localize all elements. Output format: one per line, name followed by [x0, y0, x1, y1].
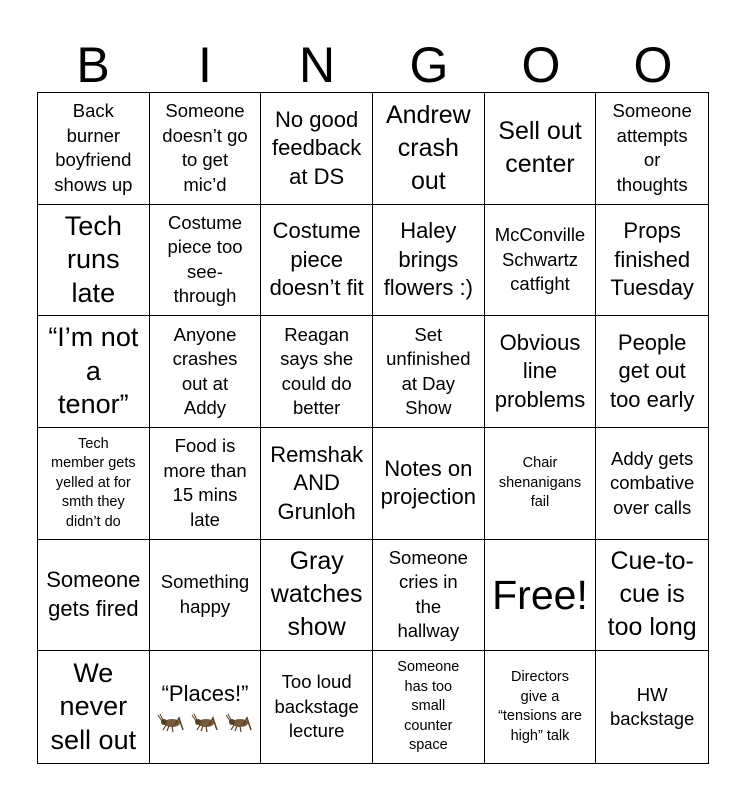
cell-text: McConville Schwartz catfight — [494, 224, 586, 295]
bingo-cell[interactable] — [150, 93, 262, 205]
bingo-cell[interactable] — [261, 205, 373, 317]
cricket-icon — [157, 712, 185, 734]
cell-text: People get out too early — [609, 329, 695, 412]
cell-text: Food is more than 15 mins late — [163, 435, 247, 530]
bingo-cell[interactable] — [485, 93, 597, 205]
bingo-cell[interactable] — [373, 428, 485, 540]
bingo-cell[interactable] — [596, 428, 708, 540]
bingo-cell[interactable] — [38, 540, 150, 652]
header-letter: G — [409, 37, 449, 93]
cell-text: Set unfinished at Day Show — [386, 323, 471, 419]
cell-text: Gray watches show — [270, 547, 363, 642]
bingo-cell[interactable] — [261, 540, 373, 652]
bingo-cell[interactable] — [150, 428, 262, 540]
bingo-cell[interactable] — [485, 428, 597, 540]
cell-text: Tech member gets yelled at for smth they didn’t do — [51, 435, 136, 530]
cell-text: Andrew crash out — [385, 100, 471, 195]
cell-text: Remshak AND Grunloh — [270, 441, 364, 524]
free-space[interactable] — [485, 540, 597, 652]
cell-text: “Places!” — [161, 680, 249, 706]
cell-text: Someone doesn’t go to get mic’d — [162, 100, 248, 195]
cell-text: No good feedback at DS — [272, 106, 362, 189]
cell-text: Sell out center — [498, 117, 582, 179]
cell-text: Obvious line problems — [494, 329, 586, 412]
cell-text: Costume piece too see- through — [167, 211, 243, 307]
cell-text: Costume piece doesn’t fit — [269, 218, 364, 301]
header-letter: I — [198, 37, 212, 93]
bingo-cell[interactable] — [373, 316, 485, 428]
bingo-cell[interactable] — [485, 651, 597, 763]
cell-text: HW backstage — [609, 683, 695, 730]
cell-text: Chair shenanigans fail — [498, 455, 582, 511]
bingo-cell[interactable] — [38, 428, 150, 540]
bingo-cell[interactable] — [596, 651, 708, 763]
bingo-cell[interactable] — [373, 540, 485, 652]
bingo-cell[interactable] — [38, 205, 150, 317]
bingo-cell[interactable] — [596, 205, 708, 317]
cell-text: Someone has too small counter space — [397, 659, 460, 754]
bingo-header — [37, 36, 709, 94]
cell-text: “I’m not a tenor” — [48, 322, 139, 420]
cell-text: We never sell out — [50, 657, 137, 755]
bingo-cell[interactable] — [485, 316, 597, 428]
bingo-cell[interactable] — [150, 540, 262, 652]
bingo-cell[interactable] — [261, 651, 373, 763]
bingo-cell[interactable] — [261, 428, 373, 540]
header-letter: N — [298, 37, 336, 93]
bingo-cell-places[interactable] — [150, 651, 262, 763]
cell-text: Back burner boyfriend shows up — [54, 100, 133, 195]
cell-text: Anyone crashes out at Addy — [172, 323, 238, 419]
bingo-cell[interactable] — [38, 93, 150, 205]
cell-text: Props finished Tuesday — [610, 218, 694, 301]
bingo-cell[interactable] — [373, 93, 485, 205]
cricket-icons — [157, 712, 253, 734]
bingo-cell[interactable] — [596, 540, 708, 652]
bingo-cell[interactable] — [150, 316, 262, 428]
cell-text: Someone attempts or thoughts — [612, 100, 692, 195]
cell-text: Someone gets fired — [46, 567, 141, 621]
cricket-icon — [191, 712, 219, 734]
bingo-cell[interactable] — [485, 205, 597, 317]
header-letter: O — [633, 37, 673, 93]
cell-text: Free! — [492, 571, 588, 618]
cell-text: Something happy — [160, 571, 250, 617]
bingo-cell[interactable] — [150, 205, 262, 317]
header-letter: B — [76, 37, 110, 93]
bingo-cell[interactable] — [261, 93, 373, 205]
cell-text: Tech runs late — [64, 210, 122, 308]
cell-text: Too loud backstage lecture — [274, 671, 359, 742]
cell-text: Directors give a “tensions are high” talk — [498, 669, 582, 744]
bingo-cell[interactable] — [38, 316, 150, 428]
bingo-cell[interactable] — [38, 651, 150, 763]
cricket-icon — [225, 712, 253, 734]
cell-text: Haley brings flowers :) — [383, 218, 473, 301]
cell-text: Addy gets combative over calls — [609, 447, 695, 518]
header-letter: O — [521, 37, 561, 93]
cell-text: Someone cries in the hallway — [388, 546, 468, 642]
bingo-cell[interactable] — [596, 316, 708, 428]
bingo-cell[interactable] — [261, 316, 373, 428]
cell-text: Notes on projection — [380, 455, 477, 510]
bingo-cell[interactable] — [373, 205, 485, 317]
bingo-cell[interactable] — [373, 651, 485, 763]
bingo-cell[interactable] — [596, 93, 708, 205]
cell-text: Cue-to- cue is too long — [607, 547, 697, 642]
cell-text: Reagan says she could do better — [280, 323, 354, 419]
bingo-board — [37, 92, 709, 764]
